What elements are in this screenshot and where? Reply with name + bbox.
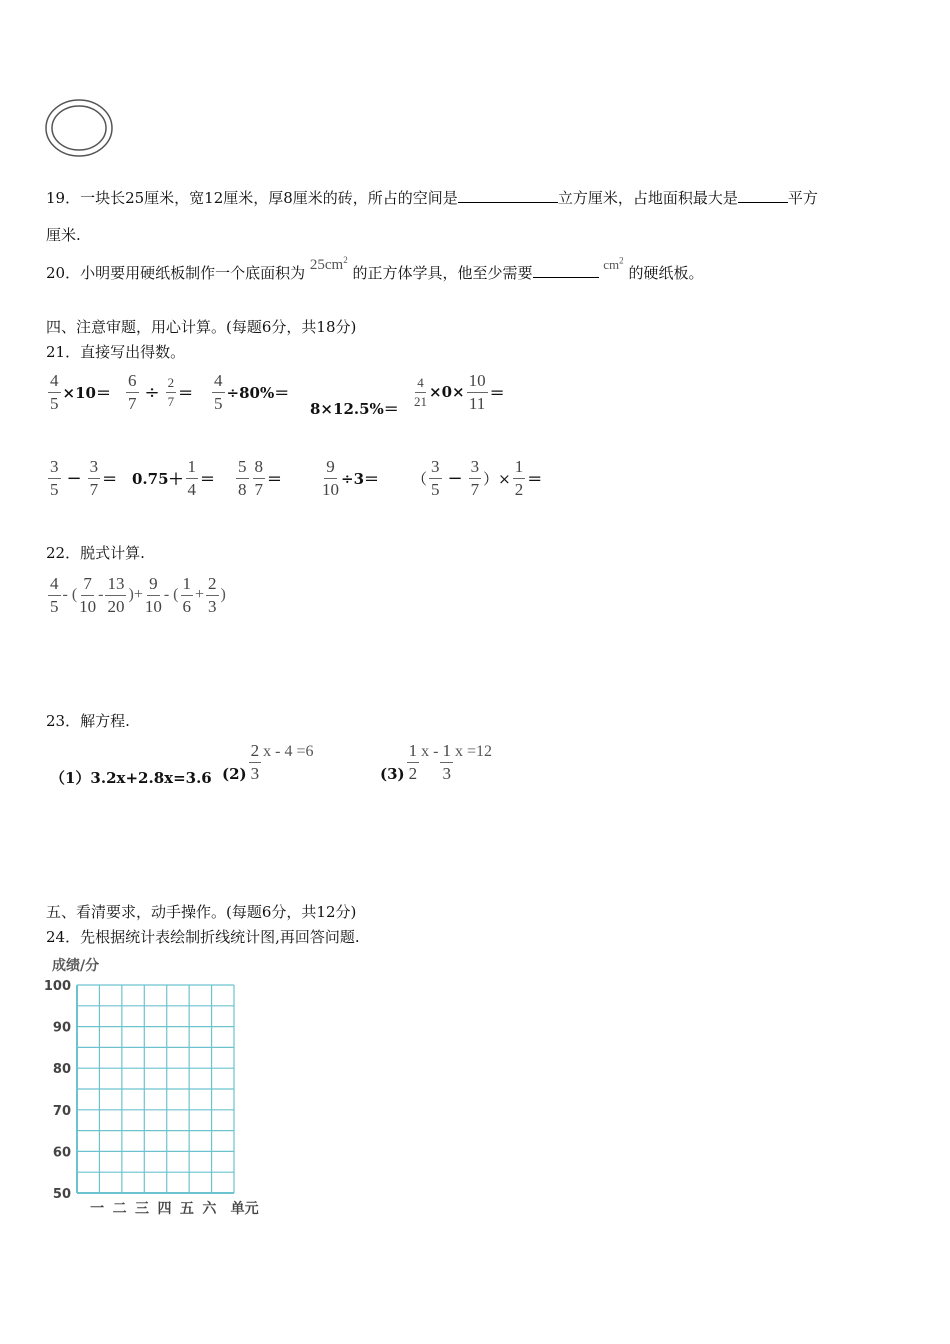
question-20 [46,255,704,283]
double-ring-figure [44,98,116,164]
q19-blank-area[interactable] [738,188,788,203]
x-tick-label: 四 [157,1201,172,1217]
fraction: $\frac{8}{7}$ [254,457,263,499]
x-tick-label: 二 [112,1201,127,1217]
q23-part-2: (2) $\frac{2}{3}$ x - 4 =6 [222,741,314,784]
fraction: $\frac{10}{11}$ [468,371,486,413]
fraction: $\frac{4}{5}$ [214,371,223,413]
fraction: $\frac{1}{4}$ [187,457,197,499]
y-tick-label: 80 [52,1062,71,1078]
fraction: $\frac{9}{10}$ [322,457,339,499]
q23-part-3: (3) $\frac{1}{2}$ x - $\frac{1}{3}$ x =12 [380,741,492,784]
q21-item-2: $\frac{6}{7}$ ÷ $\frac{2}{7}$ ＝ [128,371,194,413]
q21-title: 21．直接写出得数。 [46,343,186,361]
fraction: $\frac{2}{7}$ [167,375,175,409]
q20-blank[interactable] [533,263,599,278]
q19-blank-volume[interactable] [458,188,558,203]
y-tick-label: 50 [52,1187,71,1202]
line-chart [40,952,280,1226]
y-tick-label: 90 [52,1020,71,1036]
fraction: $\frac{3}{7}$ [470,457,480,499]
q20-mid: 的正方体学具，他至少需要 [352,264,533,282]
fraction: $\frac{4}{21}$ [414,375,427,409]
q23-title: 23．解方程. [46,712,130,730]
fraction: $\frac{3}{5}$ [50,457,59,499]
q20-prefix: 20．小明要用硬纸板制作一个底面积为 [46,264,306,282]
q22-expression: $\frac{4}{5}$ - ( $\frac{7}{10}$ - $\frac{13}{20}$ )+ $\frac{9}{10}$ - ( $\frac{1}{6}$ + $\frac{2}{3}$ ) [50,574,226,616]
question-19 [46,187,818,208]
q21-item-6: $\frac{3}{5}$ − $\frac{3}{7}$ ＝ [50,457,118,499]
q24-title: 24．先根据统计表绘制折线统计图,再回答问题. [46,928,360,946]
line-chart-svg[interactable] [40,952,280,1222]
question-19-line2: 厘米. [46,226,81,244]
x-tick-label: 五 [179,1201,194,1217]
q21-item-9: $\frac{9}{10}$ ÷3＝ [322,457,380,499]
q20-area: $25cm^2$ [309,255,348,273]
y-tick-label: 60 [52,1145,71,1161]
section-4-title: 四、注意审题，用心计算。(每题6分，共18分) [46,318,357,336]
q21-item-8: $\frac{5}{8}$ $\frac{8}{7}$ ＝ [238,457,283,499]
section-5-title: 五、看清要求，动手操作。(每题6分，共12分) [46,903,357,921]
q21-item-5: $\frac{4}{21}$ ×0× $\frac{10}{11}$ ＝ [414,371,505,413]
x-tick-label: 三 [135,1201,150,1217]
q21-item-10: （ $\frac{3}{5}$ − $\frac{3}{7}$ ）× $\frac{1}{2}$ ＝ [412,457,543,499]
x-tick-label: 六 [202,1201,217,1217]
fraction: $\frac{4}{5}$ [50,371,59,413]
fraction: $\frac{5}{8}$ [238,457,247,499]
q20-suffix: 的硬纸板。 [628,264,704,282]
y-tick-label: 70 [52,1103,71,1119]
q19-text-a: 19．一块长25厘米，宽12厘米，厚8厘米的砖，所占的空间是 [46,189,458,207]
y-tick-label: 100 [43,979,71,994]
x-axis-label: 单元 [230,1201,259,1217]
fraction: $\frac{6}{7}$ [128,371,137,413]
fraction: $\frac{3}{7}$ [89,457,99,499]
y-axis-label: 成绩/分 [52,958,100,974]
q19-text-b: 立方厘米，占地面积最大是 [557,189,738,207]
q23-part-1: （1）3.2x+2.8x=3.6 [50,769,212,787]
fraction: $\frac{3}{5}$ [431,457,440,499]
q21-item-1: $\frac{4}{5}$ ×10＝ [50,371,111,413]
q22-title: 22．脱式计算. [46,544,145,562]
q19-text-c: 平方 [787,189,818,207]
q21-item-7: 0.75＋ $\frac{1}{4}$ ＝ [132,457,216,499]
x-tick-label: 一 [90,1201,105,1217]
q21-item-4: 8×12.5%＝ [310,400,399,418]
q20-unit: $cm^2$ [603,255,624,272]
q21-item-3: $\frac{4}{5}$ ÷80%＝ [214,371,290,413]
double-ring-icon [44,98,116,160]
fraction: $\frac{1}{2}$ [514,457,524,499]
